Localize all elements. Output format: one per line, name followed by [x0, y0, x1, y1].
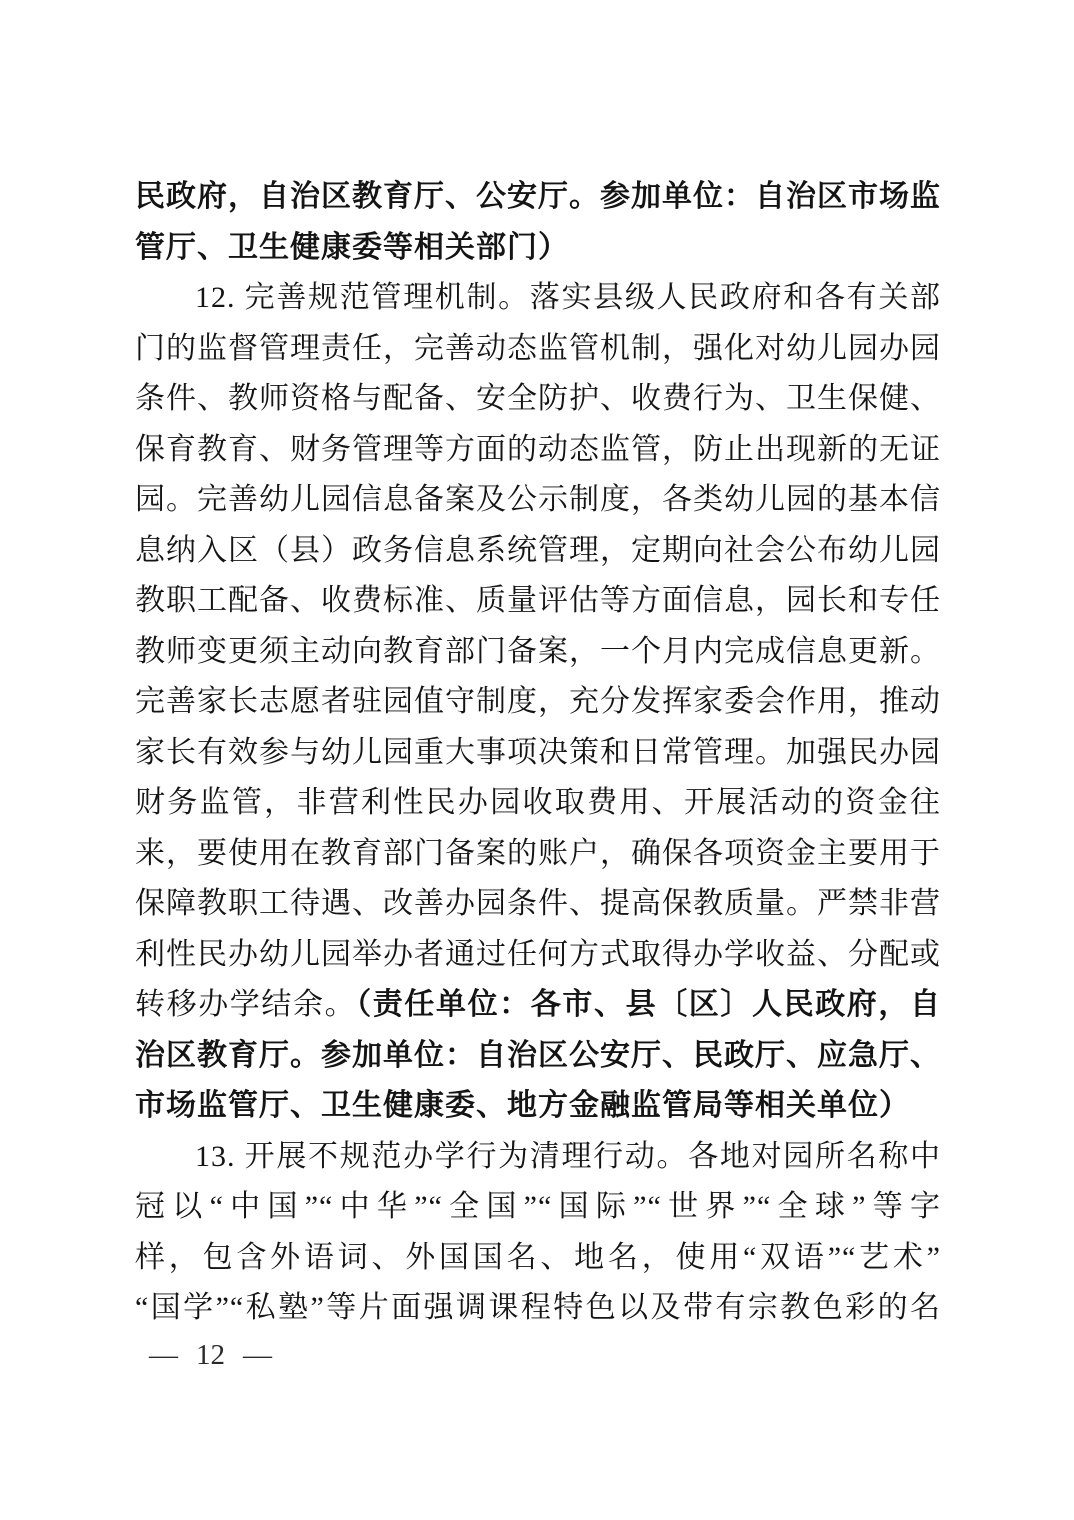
- document-line: 冠以“中国”“中华”“全国”“国际”“世界”“全球”等字: [135, 1190, 941, 1223]
- page-number: 12: [196, 1339, 225, 1371]
- footer-left-dash: —: [149, 1339, 178, 1371]
- document-line: 保障教职工待遇、改善办园条件、提高保教质量。严禁非营: [135, 887, 941, 920]
- document-line-regular-segment: 转移办学结余。: [135, 988, 357, 1021]
- document-line: 园。完善幼儿园信息备案及公示制度，各类幼儿园的基本信: [135, 483, 941, 516]
- document-line: 门的监督管理责任，完善动态监管机制，强化对幼儿园办园: [135, 331, 941, 365]
- document-body: [135, 172, 941, 1334]
- document-line: 市场监管厅、卫生健康委、地方金融监管局等相关单位）: [135, 1089, 910, 1122]
- document-line: 治区教育厅。参加单位：自治区公安厅、民政厅、应急厅、: [135, 1038, 941, 1072]
- document-line: 来，要使用在教育部门备案的账户，确保各项资金主要用于: [135, 836, 941, 870]
- page-footer: [143, 1334, 278, 1376]
- document-line: 教职工配备、收费标准、质量评估等方面信息，园长和专任: [135, 584, 941, 617]
- document-line: 家长有效参与幼儿园重大事项决策和日常管理。加强民办园: [135, 735, 941, 769]
- document-line-item-12: 12. 完善规范管理机制。落实县级人民政府和各有关部: [195, 281, 941, 314]
- document-line: 保育教育、财务管理等方面的动态监管，防止出现新的无证: [135, 432, 941, 466]
- document-line: 利性民办幼儿园举办者通过任何方式取得办学收益、分配或: [135, 937, 941, 971]
- document-line: 条件、教师资格与配备、安全防护、收费行为、卫生保健、: [135, 382, 941, 415]
- document-line: 样，包含外语词、外国国名、地名，使用“双语”“艺术”: [135, 1240, 941, 1274]
- document-line: 息纳入区（县）政务信息系统管理，定期向社会公布幼儿园: [135, 533, 941, 567]
- document-line: 财务监管，非营利性民办园收取费用、开展活动的资金往: [135, 786, 941, 819]
- document-line: 民政府，自治区教育厅、公安厅。参加单位：自治区市场监: [135, 180, 941, 213]
- document-line: [135, 980, 941, 1031]
- document-line: 教师变更须主动向教育部门备案，一个月内完成信息更新。: [135, 634, 941, 668]
- document-line: 管厅、卫生健康委等相关部门）: [135, 230, 569, 264]
- document-line: “国学”“私塾”等片面强调课程特色以及带有宗教色彩的名: [135, 1291, 941, 1324]
- footer-right-dash: —: [243, 1339, 272, 1371]
- document-line-item-13: 13. 开展不规范办学行为清理行动。各地对园所名称中: [195, 1139, 941, 1173]
- document-line-bold-segment: （责任单位：各市、县〔区〕人民政府，自: [356, 988, 941, 1021]
- document-line: 完善家长志愿者驻园值守制度，充分发挥家委会作用，推动: [135, 685, 941, 718]
